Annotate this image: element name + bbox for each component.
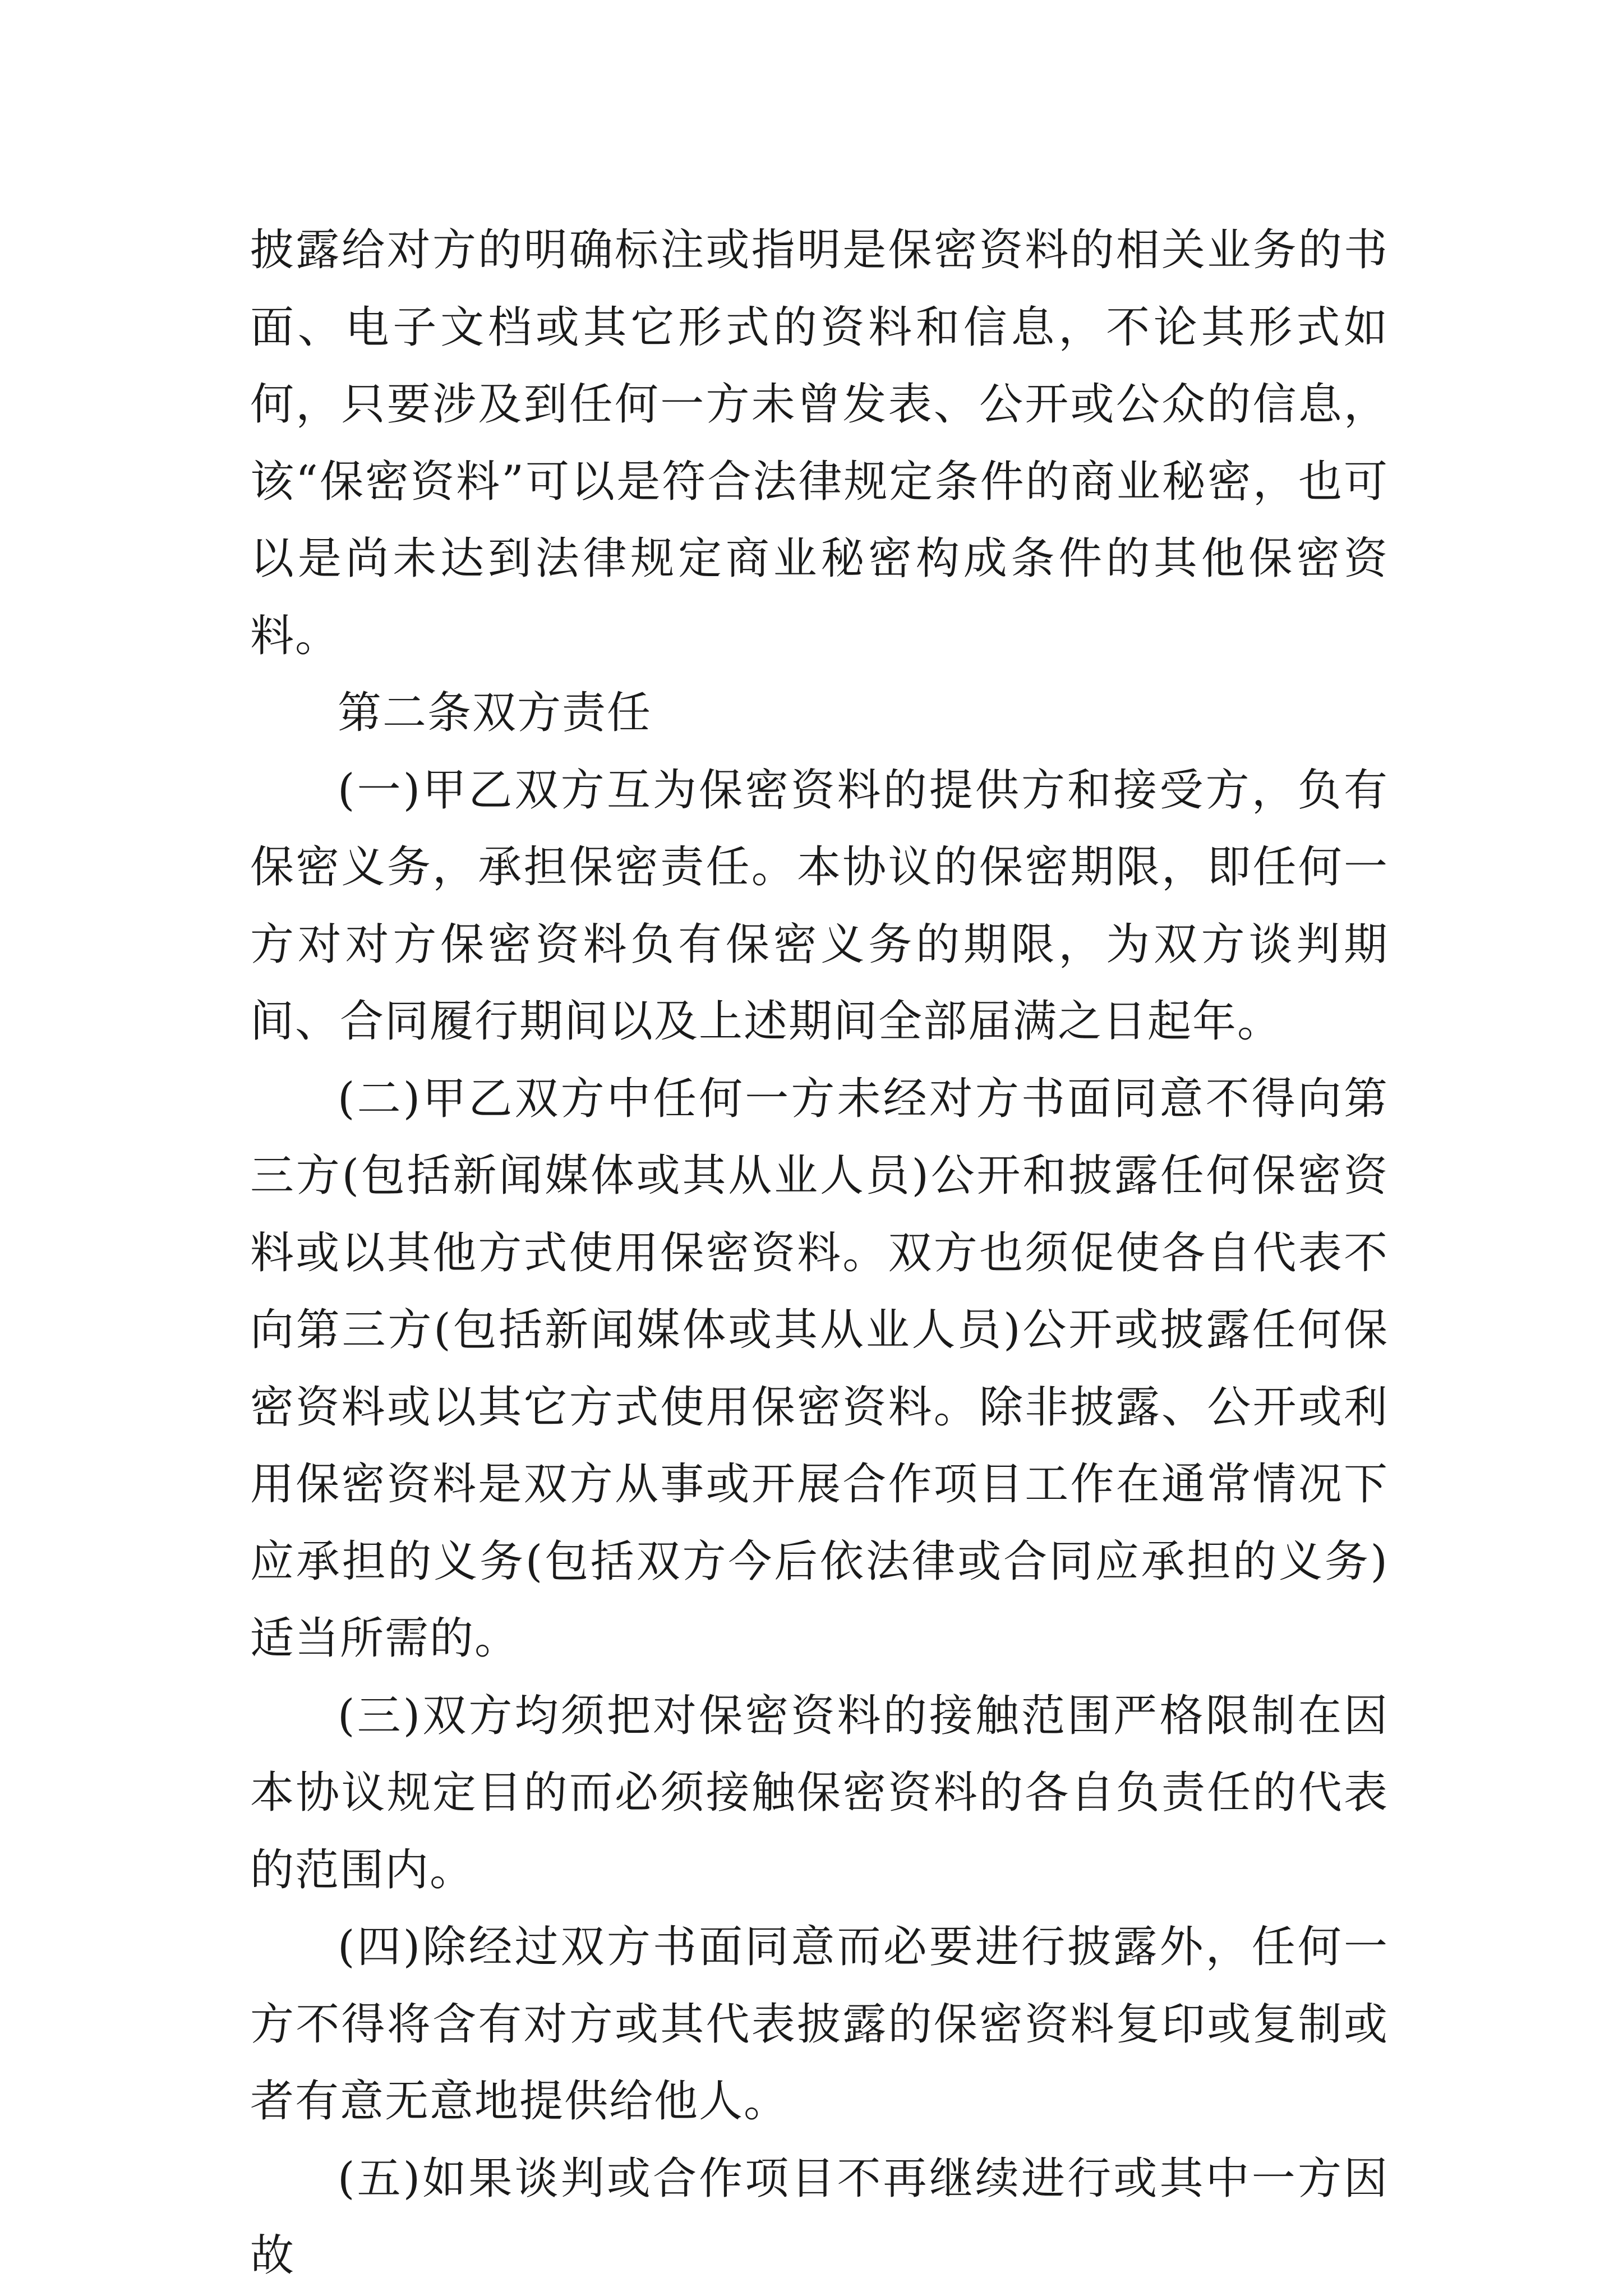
- paragraph-clause-4: (四)除经过双方书面同意而必要进行披露外，任何一方不得将含有对方或其代表披露的保密资料复印或复制或者有意无意地提供给他人。: [250, 1922, 1389, 2127]
- section-heading-article-2: 第二条双方责任: [338, 688, 652, 738]
- paragraph-definition-continued: 披露给对方的明确标注或指明是保密资料的相关业务的书面、电子文档或其它形式的资料和信息，不论其形式如何，只要涉及到任何一方未曾发表、公开或公众的信息，该“保密资料”可以是符合法律规定条件的商业秘密，也可以是尚未达到法律规定商业秘密构成条件的其他保密资料。: [250, 225, 1389, 661]
- document-body: [250, 212, 1389, 2295]
- paragraph-clause-5: (五)如果谈判或合作项目不再继续进行或其中一方因故: [250, 2153, 1389, 2281]
- paragraph-clause-3: (三)双方均须把对保密资料的接触范围严格限制在因本协议规定目的而必须接触保密资料的各自负责任的代表的范围内。: [250, 1690, 1389, 1895]
- paragraph-clause-1: (一)甲乙双方互为保密资料的提供方和接受方，负有保密义务，承担保密责任。本协议的保密期限，即任何一方对对方保密资料负有保密义务的期限，为双方谈判期间、合同履行期间以及上述期间全部届满之日起年。: [250, 765, 1389, 1047]
- paragraph-clause-2: (二)甲乙双方中任何一方未经对方书面同意不得向第三方(包括新闻媒体或其从业人员)公开和披露任何保密资料或以其他方式使用保密资料。双方也须促使各自代表不向第三方(包括新闻媒体或其从业人员)公开或披露任何保密资料或以其它方式使用保密资料。除非披露、公开或利用保密资料是双方从事或开展合作项目工作在通常情况下应承担的义务(包括双方今后依法律或合同应承担的义务)适当所需的。: [250, 1073, 1389, 1664]
